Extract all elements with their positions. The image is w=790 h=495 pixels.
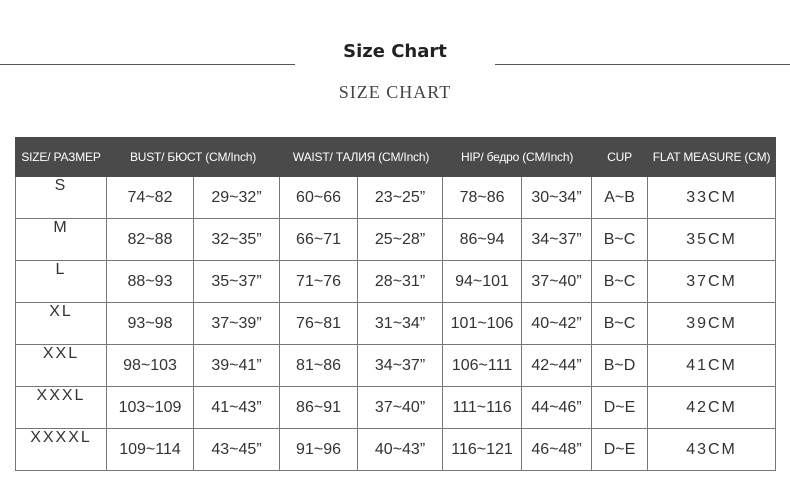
- bust-cm-cell: 74~82: [107, 177, 194, 219]
- hip-cm-cell: 78~86: [443, 177, 522, 219]
- size-cell: XL: [16, 303, 107, 345]
- bust-inch-cell: 35~37”: [194, 261, 280, 303]
- flat-measure-cell: 37CM: [648, 261, 776, 303]
- header-bust: BUST/ БЮСТ (CM/Inch): [107, 138, 280, 177]
- flat-measure-cell: 41CM: [648, 345, 776, 387]
- bust-cm-cell: 109~114: [107, 429, 194, 471]
- header-flat-measure: FLAT MEASURE (CM): [648, 138, 776, 177]
- bust-inch-cell: 32~35”: [194, 219, 280, 261]
- waist-cm-cell: 71~76: [280, 261, 358, 303]
- hip-cm-cell: 101~106: [443, 303, 522, 345]
- hip-cm-cell: 94~101: [443, 261, 522, 303]
- waist-inch-cell: 25~28”: [358, 219, 443, 261]
- header-waist: WAIST/ ТАЛИЯ (CM/Inch): [280, 138, 443, 177]
- bust-inch-cell: 37~39”: [194, 303, 280, 345]
- cup-cell: D~E: [592, 429, 648, 471]
- size-cell: XXL: [16, 345, 107, 387]
- page-subtitle: SIZE CHART: [338, 82, 452, 102]
- hip-cm-cell: 116~121: [443, 429, 522, 471]
- waist-inch-cell: 37~40”: [358, 387, 443, 429]
- waist-cm-cell: 91~96: [280, 429, 358, 471]
- table-header-row: [16, 138, 776, 177]
- size-cell: L: [16, 261, 107, 303]
- table-row: [16, 345, 776, 387]
- waist-cm-cell: 86~91: [280, 387, 358, 429]
- flat-measure-cell: 43CM: [648, 429, 776, 471]
- flat-measure-cell: 42CM: [648, 387, 776, 429]
- hip-inch-cell: 34~37”: [522, 219, 592, 261]
- waist-inch-cell: 34~37”: [358, 345, 443, 387]
- bust-inch-cell: 43~45”: [194, 429, 280, 471]
- cup-cell: D~E: [592, 387, 648, 429]
- cup-cell: B~C: [592, 261, 648, 303]
- hip-inch-cell: 46~48”: [522, 429, 592, 471]
- table-row: [16, 261, 776, 303]
- table-row: [16, 303, 776, 345]
- hip-inch-cell: 44~46”: [522, 387, 592, 429]
- flat-measure-cell: 35CM: [648, 219, 776, 261]
- size-cell: XXXXL: [16, 429, 107, 471]
- table-row: [16, 429, 776, 471]
- size-cell: M: [16, 219, 107, 261]
- waist-inch-cell: 31~34”: [358, 303, 443, 345]
- flat-measure-cell: 33CM: [648, 177, 776, 219]
- size-cell: XXXL: [16, 387, 107, 429]
- hip-inch-cell: 40~42”: [522, 303, 592, 345]
- header-hip: HIP/ бедро (CM/Inch): [443, 138, 592, 177]
- title-rule-right: [495, 64, 790, 65]
- bust-cm-cell: 82~88: [107, 219, 194, 261]
- table-row: [16, 219, 776, 261]
- table-row: [16, 387, 776, 429]
- flat-measure-cell: 39CM: [648, 303, 776, 345]
- waist-cm-cell: 60~66: [280, 177, 358, 219]
- cup-cell: B~D: [592, 345, 648, 387]
- waist-cm-cell: 66~71: [280, 219, 358, 261]
- bust-inch-cell: 41~43”: [194, 387, 280, 429]
- waist-inch-cell: 28~31”: [358, 261, 443, 303]
- cup-cell: B~C: [592, 219, 648, 261]
- page-header: [0, 0, 790, 120]
- hip-inch-cell: 42~44”: [522, 345, 592, 387]
- hip-cm-cell: 111~116: [443, 387, 522, 429]
- header-size: SIZE/ РАЗМЕР: [16, 138, 107, 177]
- cup-cell: A~B: [592, 177, 648, 219]
- header-cup: CUP: [592, 138, 648, 177]
- bust-cm-cell: 103~109: [107, 387, 194, 429]
- bust-inch-cell: 39~41”: [194, 345, 280, 387]
- bust-cm-cell: 98~103: [107, 345, 194, 387]
- waist-inch-cell: 23~25”: [358, 177, 443, 219]
- title-rule-left: [0, 64, 295, 65]
- bust-inch-cell: 29~32”: [194, 177, 280, 219]
- bust-cm-cell: 88~93: [107, 261, 194, 303]
- cup-cell: B~C: [592, 303, 648, 345]
- hip-cm-cell: 86~94: [443, 219, 522, 261]
- waist-inch-cell: 40~43”: [358, 429, 443, 471]
- page-title: Size Chart: [343, 41, 447, 62]
- size-cell: S: [16, 177, 107, 219]
- bust-cm-cell: 93~98: [107, 303, 194, 345]
- waist-cm-cell: 76~81: [280, 303, 358, 345]
- hip-cm-cell: 106~111: [443, 345, 522, 387]
- hip-inch-cell: 30~34”: [522, 177, 592, 219]
- hip-inch-cell: 37~40”: [522, 261, 592, 303]
- waist-cm-cell: 81~86: [280, 345, 358, 387]
- table-row: [16, 177, 776, 219]
- size-chart-table: [15, 137, 776, 471]
